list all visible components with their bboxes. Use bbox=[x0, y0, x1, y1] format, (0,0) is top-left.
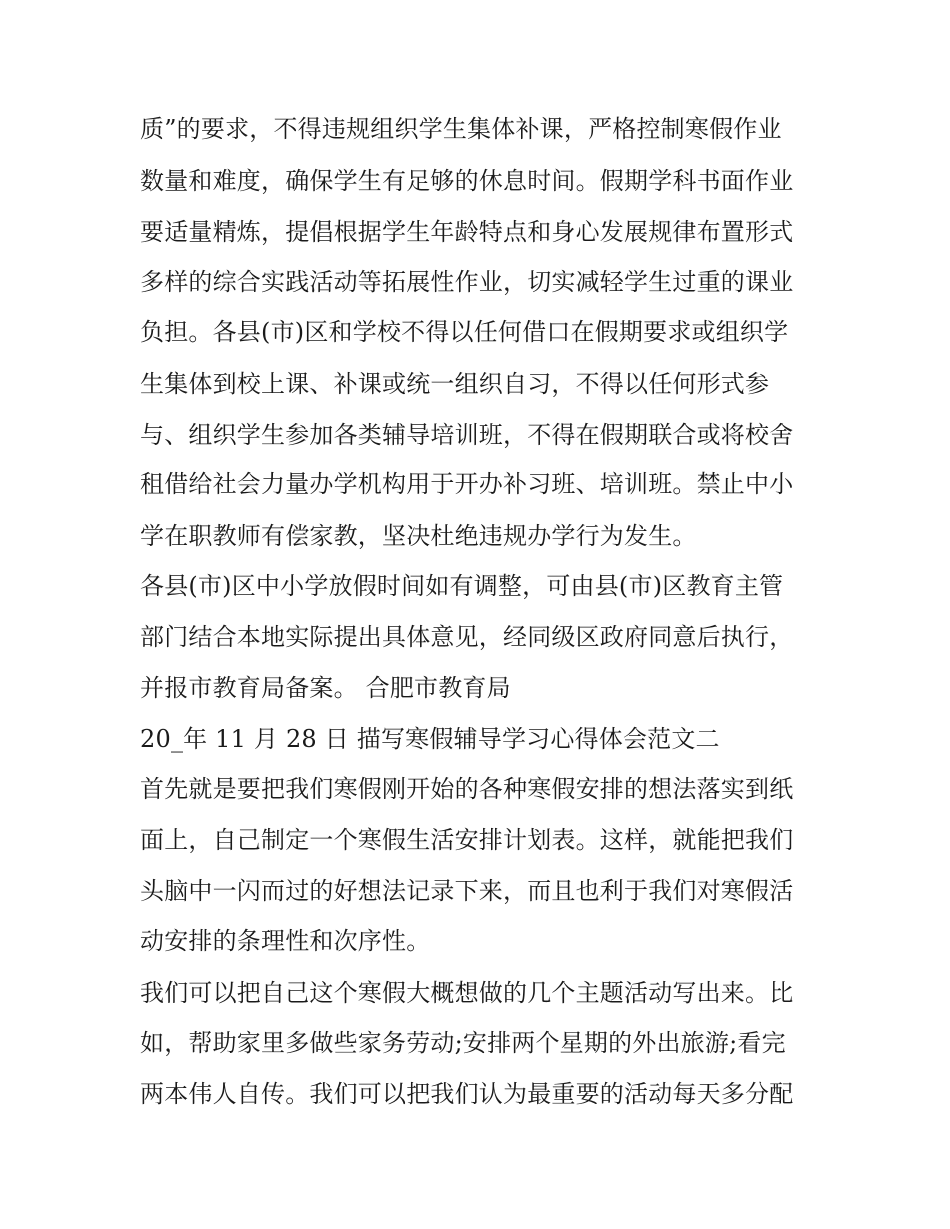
text-line: 学在职教师有偿家教，坚决杜绝违规办学行为发生。 bbox=[140, 522, 697, 550]
text-line: 生集体到校上课、补课或统一组织自习，不得以任何形式参 bbox=[140, 370, 770, 398]
text-line: 负担。各县(市)区和学校不得以任何借口在假期要求或组织学 bbox=[140, 318, 789, 346]
text-line: 如，帮助家里多做些家务劳动;安排两个星期的外出旅游;看完 bbox=[140, 1029, 786, 1057]
text-line: 质”的要求，不得违规组织学生集体补课，严格控制寒假作业 bbox=[140, 115, 782, 143]
text-line: 与、组织学生参加各类辅导培训班，不得在假期联合或将校舍 bbox=[140, 421, 794, 449]
text-line: 部门结合本地实际提出具体意见，经同级区政府同意后执行， bbox=[140, 623, 794, 651]
text-line: 头脑中一闪而过的好想法记录下来，而且也利于我们对寒假活 bbox=[140, 877, 794, 905]
text-line: 动安排的条理性和次序性。 bbox=[140, 927, 431, 955]
text-line: 数量和难度，确保学生有足够的休息时间。假期学科书面作业 bbox=[140, 167, 794, 195]
text-line: 20_年 11 月 28 日 描写寒假辅导学习心得体会范文二 bbox=[140, 725, 720, 753]
text-line: 多样的综合实践活动等拓展性作业，切实减轻学生过重的课业 bbox=[140, 268, 794, 296]
text-line: 我们可以把自己这个寒假大概想做的几个主题活动写出来。比 bbox=[140, 979, 794, 1007]
text-line: 并报市教育局备案。 合肥市教育局 bbox=[140, 674, 511, 702]
text-line: 要适量精炼，提倡根据学生年龄特点和身心发展规律布置形式 bbox=[140, 218, 794, 246]
text-line: 首先就是要把我们寒假刚开始的各种寒假安排的想法落实到纸 bbox=[140, 775, 794, 803]
text-line: 面上，自己制定一个寒假生活安排计划表。这样，就能把我们 bbox=[140, 826, 794, 854]
text-line: 两本伟人自传。我们可以把我们认为最重要的活动每天多分配 bbox=[140, 1080, 794, 1108]
text-line: 租借给社会力量办学机构用于开办补习班、培训班。禁止中小 bbox=[140, 470, 794, 498]
text-line: 各县(市)区中小学放假时间如有调整，可由县(市)区教育主管 bbox=[140, 572, 784, 600]
